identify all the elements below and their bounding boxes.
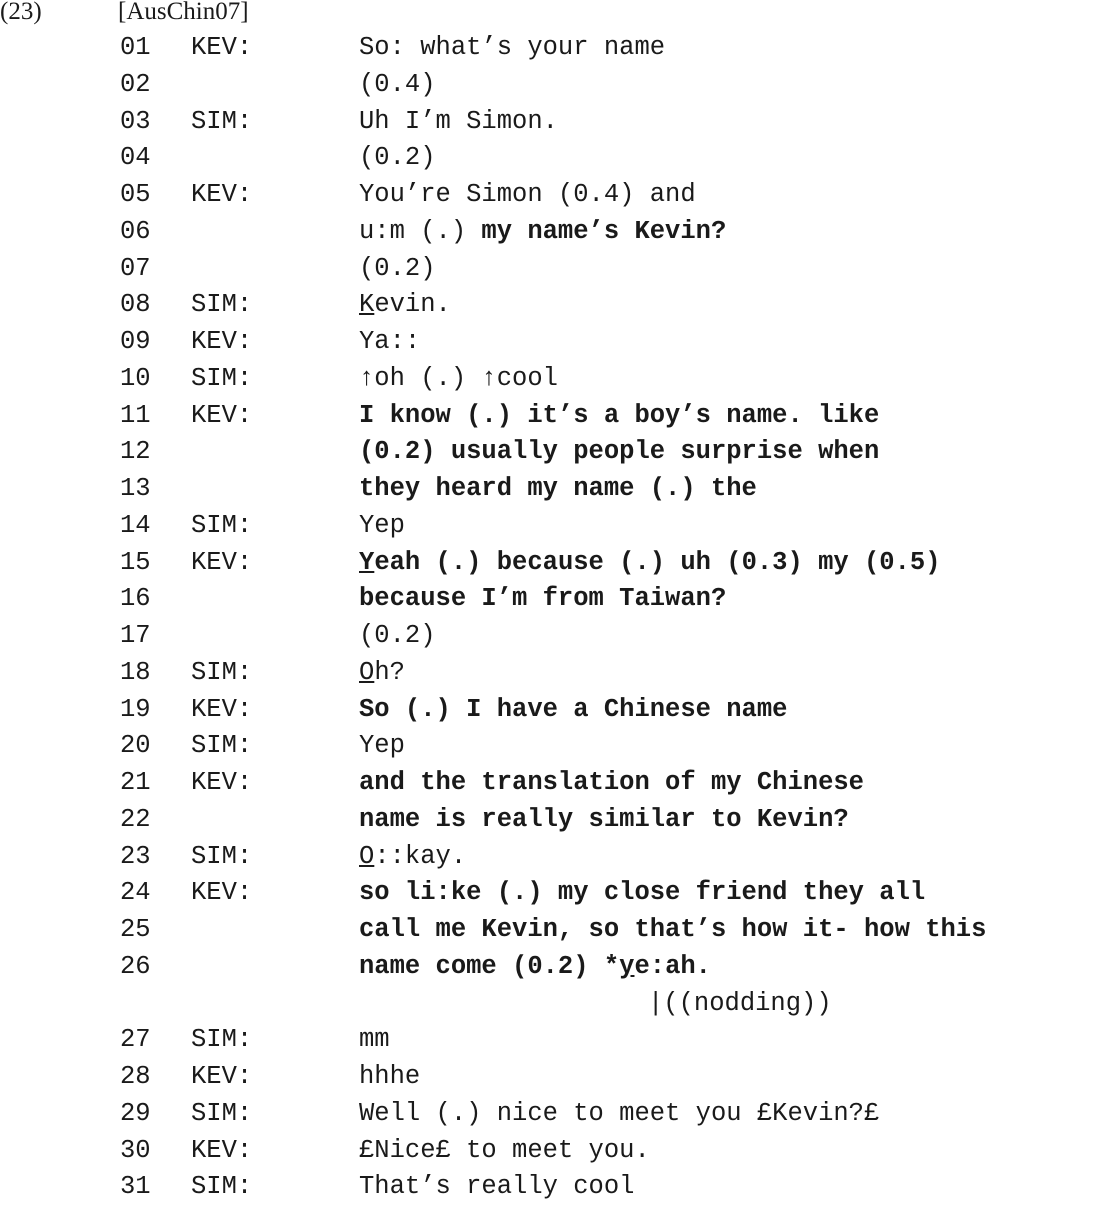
utterance bbox=[359, 361, 558, 398]
line-number: 27 bbox=[120, 1025, 151, 1055]
utterance bbox=[359, 30, 665, 67]
utterance-segment: name is really similar to Kevin? bbox=[359, 804, 849, 834]
transcript-line bbox=[0, 839, 1095, 876]
line-number: 16 bbox=[120, 584, 151, 614]
line-number: 26 bbox=[120, 951, 151, 981]
transcript-line bbox=[0, 177, 1095, 214]
speaker-label: KEV: bbox=[191, 1135, 253, 1165]
utterance-segment: O bbox=[359, 657, 375, 687]
line-number: 29 bbox=[120, 1098, 151, 1128]
utterance bbox=[359, 398, 879, 435]
example-number: (23) bbox=[0, 0, 42, 25]
utterance bbox=[359, 765, 864, 802]
utterance-segment: (0.2) bbox=[359, 621, 436, 650]
transcript-line bbox=[0, 287, 1095, 324]
utterance-segment: I know (.) it’s a boy’s name. like bbox=[359, 400, 880, 430]
transcript-line bbox=[0, 912, 1095, 949]
line-number: 03 bbox=[120, 106, 151, 136]
utterance-segment: e:ah. bbox=[634, 951, 711, 981]
utterance bbox=[359, 177, 696, 214]
utterance-segment: call me Kevin, so that’s how it- how this bbox=[359, 915, 987, 944]
speaker-label: SIM: bbox=[191, 1098, 253, 1128]
utterance bbox=[359, 214, 726, 251]
line-number: 21 bbox=[120, 768, 151, 797]
line-number: 30 bbox=[120, 1135, 151, 1165]
transcript-line bbox=[0, 30, 1095, 67]
speaker-label: KEV: bbox=[191, 768, 253, 797]
utterance bbox=[359, 581, 726, 618]
utterance bbox=[359, 324, 420, 361]
utterance bbox=[359, 1133, 650, 1170]
line-number: 22 bbox=[120, 804, 151, 834]
transcript-line bbox=[0, 875, 1095, 912]
line-number: 31 bbox=[120, 1172, 151, 1202]
line-number: 28 bbox=[120, 1062, 151, 1091]
transcript-line bbox=[0, 104, 1095, 141]
utterance-segment: K bbox=[359, 290, 375, 320]
utterance-segment: (0.4) bbox=[359, 69, 436, 99]
speaker-label: KEV: bbox=[191, 547, 253, 577]
line-number: 04 bbox=[120, 143, 151, 173]
utterance-segment: so li:ke (.) my close friend they all bbox=[359, 878, 926, 908]
speaker-label: SIM: bbox=[191, 657, 253, 687]
utterance-segment: and the translation of my Chinese bbox=[359, 768, 864, 797]
speaker-label: SIM: bbox=[191, 106, 253, 136]
utterance-segment: ::kay. bbox=[374, 841, 467, 871]
utterance-segment: evin. bbox=[374, 290, 451, 320]
line-number: 20 bbox=[120, 731, 151, 761]
transcript-line bbox=[0, 214, 1095, 251]
utterance-segment: ↑oh (.) ↑cool bbox=[359, 363, 558, 393]
transcript-line bbox=[0, 692, 1095, 729]
transcript-line bbox=[0, 471, 1095, 508]
speaker-label: KEV: bbox=[191, 878, 253, 908]
transcript-line bbox=[0, 67, 1095, 104]
transcript-line bbox=[0, 140, 1095, 177]
transcript-line bbox=[0, 398, 1095, 435]
utterance bbox=[359, 1169, 634, 1206]
utterance bbox=[359, 655, 405, 692]
line-number: 11 bbox=[120, 400, 151, 430]
speaker-label: KEV: bbox=[191, 1062, 253, 1091]
utterance-segment: £Nice£ to meet you. bbox=[359, 1135, 650, 1165]
utterance bbox=[359, 1059, 420, 1096]
utterance bbox=[359, 434, 879, 471]
utterance-segment: So (.) I have a Chinese name bbox=[359, 694, 788, 724]
utterance bbox=[359, 104, 558, 141]
utterance bbox=[359, 912, 986, 949]
transcript-line bbox=[0, 655, 1095, 692]
utterance-segment: Yep bbox=[359, 510, 405, 540]
line-number: 13 bbox=[120, 474, 151, 503]
example-label: [AusChin07] bbox=[118, 0, 249, 25]
transcript-line bbox=[0, 949, 1095, 986]
speaker-label: SIM: bbox=[191, 510, 253, 540]
transcript-line bbox=[0, 508, 1095, 545]
utterance bbox=[359, 875, 925, 912]
line-number: 02 bbox=[120, 69, 151, 99]
line-number: 10 bbox=[120, 363, 151, 393]
transcript-line bbox=[0, 802, 1095, 839]
speaker-label: KEV: bbox=[191, 327, 253, 356]
utterance-segment: (0.2) bbox=[359, 143, 436, 173]
utterance-segment: That’s really cool bbox=[359, 1172, 635, 1202]
utterance bbox=[359, 1096, 879, 1133]
utterance bbox=[359, 545, 941, 582]
utterance bbox=[359, 287, 451, 324]
speaker-label: SIM: bbox=[191, 363, 253, 393]
line-number: 07 bbox=[120, 253, 151, 283]
utterance-segment: Well (.) nice to meet you £Kevin?£ bbox=[359, 1098, 880, 1128]
utterance-segment: u:m (.) bbox=[359, 216, 482, 246]
line-number: 08 bbox=[120, 290, 151, 320]
gesture-annotation: |((nodding)) bbox=[648, 988, 832, 1018]
transcript-line bbox=[0, 545, 1095, 582]
utterance-segment: eah (.) because (.) uh (0.3) my (0.5) bbox=[374, 547, 941, 577]
utterance-segment: You’re Simon (0.4) and bbox=[359, 180, 696, 209]
speaker-label: SIM: bbox=[191, 841, 253, 871]
utterance-segment: Yep bbox=[359, 731, 405, 761]
utterance bbox=[359, 618, 436, 655]
transcript-line bbox=[0, 1022, 1095, 1059]
line-number: 06 bbox=[120, 216, 151, 246]
utterance bbox=[359, 508, 405, 545]
transcript-line bbox=[0, 618, 1095, 655]
utterance bbox=[359, 1022, 390, 1059]
speaker-label: KEV: bbox=[191, 33, 253, 62]
line-number: 24 bbox=[120, 878, 151, 908]
speaker-label: SIM: bbox=[191, 1172, 253, 1202]
gesture-annotation-row bbox=[0, 986, 1095, 1023]
line-number: 18 bbox=[120, 657, 151, 687]
transcript-line bbox=[0, 581, 1095, 618]
transcript-line bbox=[0, 361, 1095, 398]
utterance-segment: So: what’s your name bbox=[359, 33, 666, 62]
speaker-label: SIM: bbox=[191, 1025, 253, 1055]
utterance-segment: my name’s Kevin? bbox=[481, 216, 727, 246]
speaker-label: KEV: bbox=[191, 694, 253, 724]
transcript-line bbox=[0, 1059, 1095, 1096]
utterance bbox=[359, 728, 405, 765]
utterance bbox=[359, 251, 436, 288]
transcript-line bbox=[0, 728, 1095, 765]
utterance-segment: y bbox=[619, 951, 635, 981]
transcript-line bbox=[0, 1096, 1095, 1133]
line-number: 19 bbox=[120, 694, 151, 724]
transcript-line bbox=[0, 324, 1095, 361]
transcript-line bbox=[0, 1133, 1095, 1170]
line-number: 15 bbox=[120, 547, 151, 577]
utterance bbox=[359, 67, 436, 104]
transcript bbox=[0, 30, 1095, 1206]
transcript-line bbox=[0, 1169, 1095, 1206]
utterance-segment: O bbox=[359, 841, 375, 871]
utterance bbox=[359, 140, 436, 177]
transcript-line bbox=[0, 434, 1095, 471]
utterance-segment: Y bbox=[359, 547, 375, 577]
utterance bbox=[359, 692, 787, 729]
utterance-segment: hhhe bbox=[359, 1062, 421, 1091]
utterance bbox=[359, 949, 711, 986]
utterance-segment: (0.2) bbox=[359, 253, 436, 283]
line-number: 25 bbox=[120, 915, 151, 944]
utterance-segment: name come (0.2) * bbox=[359, 951, 620, 981]
line-number: 17 bbox=[120, 621, 151, 650]
utterance-segment: Uh I’m Simon. bbox=[359, 106, 558, 136]
speaker-label: SIM: bbox=[191, 290, 253, 320]
line-number: 09 bbox=[120, 327, 151, 356]
utterance-segment: (0.2) usually people surprise when bbox=[359, 437, 880, 467]
utterance bbox=[359, 471, 757, 508]
utterance-segment: mm bbox=[359, 1025, 390, 1055]
line-number: 01 bbox=[120, 33, 151, 62]
utterance-segment: h? bbox=[374, 657, 405, 687]
utterance bbox=[359, 802, 849, 839]
speaker-label: KEV: bbox=[191, 180, 253, 209]
transcript-line bbox=[0, 251, 1095, 288]
line-number: 12 bbox=[120, 437, 151, 467]
utterance-segment: Ya:: bbox=[359, 327, 421, 356]
line-number: 23 bbox=[120, 841, 151, 871]
utterance-segment: because I’m from Taiwan? bbox=[359, 584, 727, 614]
line-number: 05 bbox=[120, 180, 151, 209]
utterance-segment: they heard my name (.) the bbox=[359, 474, 757, 503]
speaker-label: SIM: bbox=[191, 731, 253, 761]
speaker-label: KEV: bbox=[191, 400, 253, 430]
line-number: 14 bbox=[120, 510, 151, 540]
utterance bbox=[359, 839, 466, 876]
transcript-line bbox=[0, 765, 1095, 802]
